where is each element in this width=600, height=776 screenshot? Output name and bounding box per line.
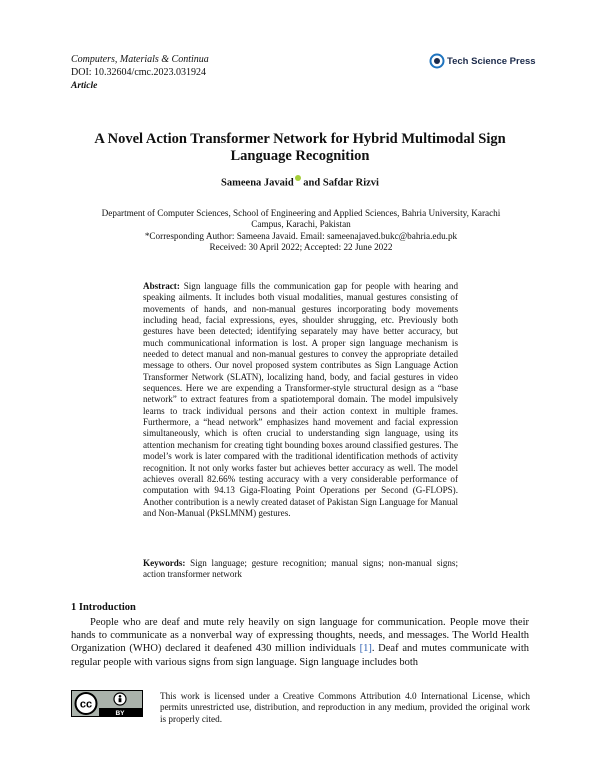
cc-text: cc xyxy=(79,698,93,711)
license-statement: This work is licensed under a Creative Commons Attribution 4.0 International License, which permits unrestricted use, distribution, and reproduction in any medium, provided the original work is properly cited. xyxy=(160,691,530,724)
introduction-paragraph xyxy=(71,616,529,669)
affiliation: Department of Computer Sciences, School of Engineering and Applied Sciences, Bahria University, Karachi Campus, Karachi, Pakistan xyxy=(101,208,501,230)
keywords-label: Keywords: xyxy=(143,558,186,568)
author-1: Sameena Javaid xyxy=(221,177,294,189)
by-text: BY xyxy=(115,710,125,716)
intro-text-b: . Deaf and mutes communicate with regular people with various signs from sign language. Sign language includes both xyxy=(71,643,529,668)
abstract-label: Abstract: xyxy=(143,281,180,291)
abstract xyxy=(143,281,458,519)
doi[interactable]: DOI: 10.32604/cmc.2023.031924 xyxy=(71,67,206,78)
keywords-text: Sign language; gesture recognition; manual signs; non-manual signs; action transformer network xyxy=(143,558,458,580)
publisher-logo xyxy=(429,53,536,69)
publisher-name: Tech Science Press xyxy=(447,55,536,67)
received-accepted-dates: Received: 30 April 2022; Accepted: 22 June 2022 xyxy=(209,241,393,252)
article-type: Article xyxy=(71,81,98,91)
authors xyxy=(70,175,530,190)
citation-link[interactable]: [1] xyxy=(359,643,372,655)
corresponding-author: *Corresponding Author: Sameena Javaid. Email: sameenajaved.bukc@bahria.edu.pk xyxy=(144,230,458,241)
publisher-logo-icon xyxy=(429,53,445,69)
keywords xyxy=(143,558,458,581)
cc-by-license-badge[interactable] xyxy=(71,690,143,717)
author-2: Safdar Rizvi xyxy=(322,177,379,189)
author-separator: and xyxy=(300,177,323,189)
paper-title: A Novel Action Transformer Network for Hybrid Multimodal Sign Language Recognition xyxy=(94,131,506,164)
journal-name: Computers, Materials & Continua xyxy=(71,54,209,65)
affiliation-block xyxy=(86,208,516,253)
abstract-text: Sign language fills the communication gap for people with hearing and speaking ailments. It includes both visual modalities, manual gestures consisting of movements of hands, and non-manual gestures incorporating body movements including head, facial expressions, eyes, shoulder shrugging, etc. Previously both gestures have been detected; identifying separately may have better accuracy, but much communicational information is lost. A proper sign language mechanism is needed to detect manual and non-manual gestures to convey the appropriate detailed message to others. Our novel proposed system contributes as Sign Language Action Transformer Network (SLATN), localizing hand, body, and facial gestures in video sequences. Here we are expending a Transformer-style structural design as a “base network” to extract features from a spatiotemporal domain. The model impulsively learns to track individual persons and their action context in multiple frames. Furthermore, a “head network” emphasizes hand movement and facial expression simultaneously, which is often crucial to understanding sign language, using its attention mechanism for creating tight bounding boxes around classified gestures. The model’s work is later compared with the traditional identification methods of activity recognition. It not only works faster but achieves better accuracy as well. The model achieves overall 82.66% testing accuracy with a very considerable performance of computation with 94.13 Giga-Floating Point Operations per Second (G-FLOPS). Another contribution is a newly created dataset of Pakistan Sign Language for Manual and Non-Manual (PkSLMNM) gestures. xyxy=(143,281,458,518)
section-heading-introduction: 1 Introduction xyxy=(71,602,136,613)
intro-text-a: People who are deaf and mute rely heavily on sign language for communication. People move their hands to communicate as a nonverbal way of expressing thoughts, needs, and messages. The World Health Organization (WHO) declared it deafened 430 million individuals xyxy=(71,617,529,655)
